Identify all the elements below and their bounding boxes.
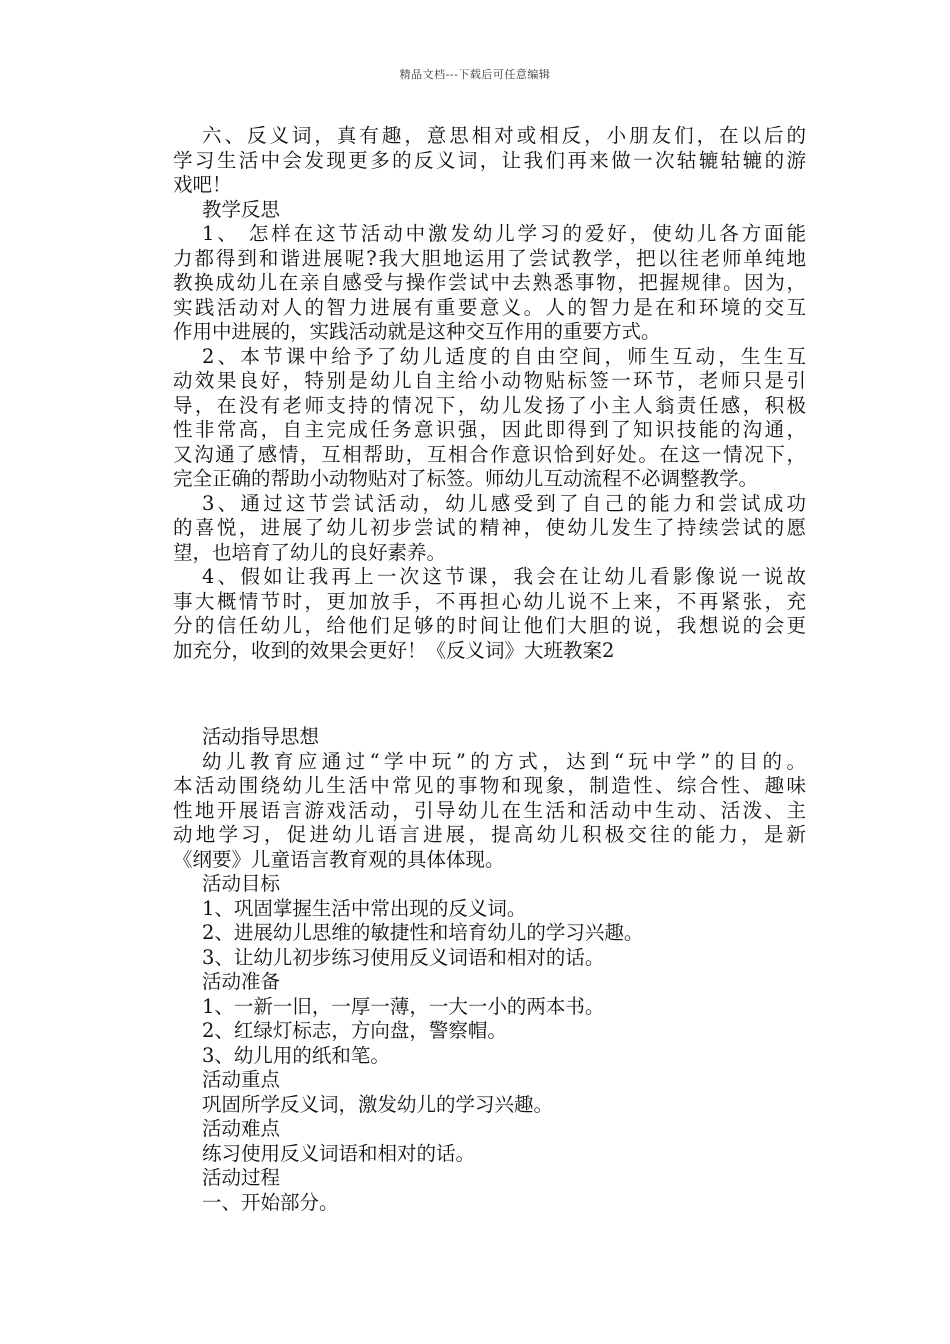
section-heading: 教学反思	[202, 197, 281, 221]
paragraph-line: 性非常高，自主完成任务意识强，因此即得到了知识技能的沟通，	[173, 418, 806, 441]
paragraph-line: 1、 怎样在这节活动中激发幼儿学习的爱好，使幼儿各方面能	[202, 222, 806, 245]
section-heading: 活动重点	[202, 1068, 281, 1091]
paragraph-line: 教换成幼儿在亲自感受与操作尝试中去熟悉事物，把握规律。因为，	[173, 271, 806, 294]
section-heading: 活动目标	[202, 872, 281, 895]
paragraph-line: 动地学习，促进幼儿语言进展，提高幼儿积极交往的能力，是新	[173, 823, 806, 846]
paragraph-line: 力都得到和谐进展呢?我大胆地运用了尝试教学，把以往老师单纯地	[173, 246, 806, 270]
section-heading: 活动准备	[202, 970, 281, 993]
paragraph-line: 的喜悦，进展了幼儿初步尝试的精神，使幼儿发生了持续尝试的愿	[173, 516, 806, 539]
paragraph-line: 又沟通了感情，互相帮助，互相合作意识恰到好处。在这一情况下，	[173, 442, 806, 466]
list-item: 3、让幼儿初步练习使用反义词语和相对的话。	[202, 945, 605, 969]
paragraph-line: 4、假如让我再上一次这节课，我会在让幼儿看影像说一说故	[202, 565, 806, 588]
paragraph-line: 一、开始部分。	[202, 1190, 339, 1214]
paragraph-line: 分的信任幼儿，给他们足够的时间让他们大胆的说，我想说的会更	[173, 614, 806, 637]
page-header: 精品文档---下载后可任意编辑	[399, 68, 551, 81]
document-body	[173, 124, 806, 1215]
paragraph-line: 性地开展语言游戏活动，引导幼儿在生活和活动中生动、活泼、主	[173, 798, 806, 822]
section-heading: 活动指导思想	[202, 725, 320, 748]
paragraph-line: 作用中进展的，实践活动就是这种交互作用的重要方式。	[173, 320, 661, 343]
paragraph-line: 练习使用反义词语和相对的话。	[202, 1141, 476, 1165]
paragraph-line: 《纲要》儿童语言教育观的具体体现。	[173, 847, 505, 871]
paragraph-line: 戏吧！	[173, 173, 232, 196]
paragraph-line: 加充分，收到的效果会更好！《反义词》大班教案2	[173, 638, 615, 662]
paragraph-line: 学习生活中会发现更多的反义词，让我们再来做一次轱辘轱辘的游	[173, 148, 806, 172]
block-teaching-reflection	[173, 124, 806, 663]
block-lesson-plan	[173, 725, 806, 1215]
section-heading: 活动难点	[202, 1117, 281, 1140]
paragraph-line: 完全正确的帮助小动物贴对了标签。师幼儿互动流程不必调整教学。	[173, 467, 759, 490]
paragraph-line: 导，在没有老师支持的情况下，幼儿发扬了小主人翁责任感，积极	[173, 393, 806, 417]
paragraph-line: 2、本节课中给予了幼儿适度的自由空间，师生互动，生生互	[202, 344, 806, 368]
paragraph-line: 本活动围绕幼儿生活中常见的事物和现象，制造性、综合性、趣味	[173, 774, 806, 797]
paragraph-line: 3、通过这节尝试活动，幼儿感受到了自己的能力和尝试成功	[202, 491, 806, 515]
section-heading: 活动过程	[202, 1166, 281, 1189]
paragraph-line: 幼儿教育应通过“学中玩”的方式，达到“玩中学”的目的。	[202, 749, 806, 773]
spacer	[173, 663, 806, 725]
paragraph-line: 事大概情节时，更加放手，不再担心幼儿说不上来，不再紧张，充	[173, 589, 806, 613]
list-item: 1、一新一旧，一厚一薄，一大一小的两本书。	[202, 994, 605, 1018]
list-item: 3、幼儿用的纸和笔。	[202, 1043, 390, 1067]
paragraph-line: 巩固所学反义词，激发幼儿的学习兴趣。	[202, 1092, 554, 1116]
list-item: 1、巩固掌握生活中常出现的反义词。	[202, 896, 527, 920]
list-item: 2、进展幼儿思维的敏捷性和培育幼儿的学习兴趣。	[202, 921, 644, 944]
list-item: 2、红绿灯标志，方向盘，警察帽。	[202, 1019, 507, 1042]
paragraph-line: 六、反义词，真有趣，意思相对或相反，小朋友们，在以后的	[202, 124, 806, 147]
paragraph-line: 望，也培育了幼儿的良好素养。	[173, 540, 447, 564]
paragraph-line: 实践活动对人的智力进展有重要意义。人的智力是在和环境的交互	[173, 295, 806, 319]
paragraph-line: 动效果良好，特别是幼儿自主给小动物贴标签一环节，老师只是引	[173, 369, 806, 392]
